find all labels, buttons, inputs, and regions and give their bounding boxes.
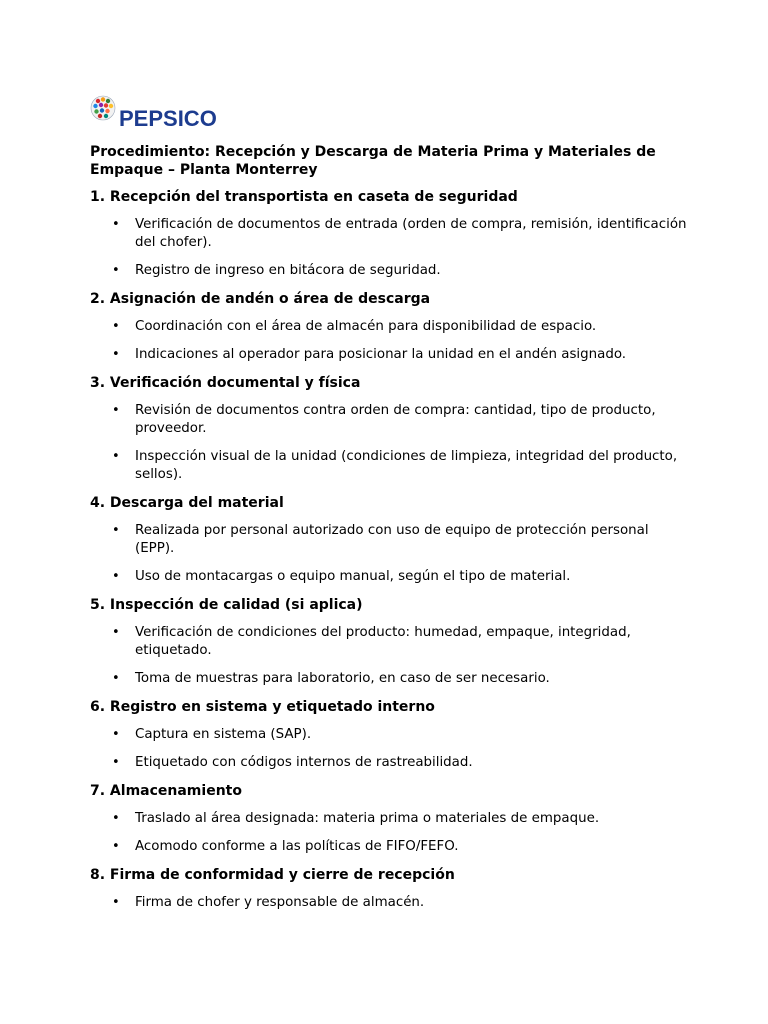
bullet-text: Registro de ingreso en bitácora de seguridad.	[135, 263, 441, 278]
step-bullet-list	[90, 216, 690, 280]
bullet-text: Coordinación con el área de almacén para disponibilidad de espacio.	[135, 319, 597, 334]
bullet-icon: •	[112, 671, 120, 686]
bullet-item	[90, 318, 690, 336]
bullet-item	[90, 522, 690, 558]
bullet-text: Realizada por personal autorizado con uso de equipo de protección personal (EPP).	[135, 523, 649, 556]
bullet-icon: •	[112, 839, 120, 854]
step-heading: 1. Recepción del transportista en caseta de seguridad	[90, 189, 518, 205]
bullet-icon: •	[112, 895, 120, 910]
step-bullet-list	[90, 402, 690, 484]
pepsico-logo-text: PEPSICO	[119, 106, 217, 131]
bullet-text: Uso de montacargas o equipo manual, según el tipo de material.	[135, 569, 571, 584]
bullet-text: Verificación de documentos de entrada (orden de compra, remisión, identificación del chofer).	[135, 217, 687, 250]
bullet-text: Toma de muestras para laboratorio, en caso de ser necesario.	[135, 671, 550, 686]
bullet-item	[90, 216, 690, 252]
bullet-text: Verificación de condiciones del producto: humedad, empaque, integridad, etiquetado.	[135, 625, 631, 658]
bullet-item	[90, 838, 690, 856]
step-heading: 5. Inspección de calidad (si aplica)	[90, 597, 363, 613]
bullet-item	[90, 894, 690, 912]
bullet-item	[90, 726, 690, 744]
bullet-text: Indicaciones al operador para posicionar la unidad en el andén asignado.	[135, 347, 627, 362]
pepsico-globe-icon	[90, 95, 116, 121]
step-heading: 4. Descarga del material	[90, 495, 284, 511]
bullet-text: Firma de chofer y responsable de almacén.	[135, 895, 425, 910]
step-heading: 8. Firma de conformidad y cierre de recepción	[90, 867, 455, 883]
step-bullet-list	[90, 810, 690, 856]
bullet-icon: •	[112, 523, 120, 538]
step-heading: 3. Verificación documental y física	[90, 375, 361, 391]
bullet-item	[90, 346, 690, 364]
procedure-steps	[90, 188, 690, 922]
bullet-item	[90, 670, 690, 688]
step-heading: 7. Almacenamiento	[90, 783, 242, 799]
step-bullet-list	[90, 726, 690, 772]
step-bullet-list	[90, 522, 690, 586]
bullet-icon: •	[112, 217, 120, 232]
bullet-item	[90, 810, 690, 828]
bullet-item	[90, 568, 690, 586]
bullet-icon: •	[112, 347, 120, 362]
bullet-item	[90, 402, 690, 438]
bullet-icon: •	[112, 449, 120, 464]
bullet-text: Revisión de documentos contra orden de compra: cantidad, tipo de producto, proveedor.	[135, 403, 656, 436]
step-bullet-list	[90, 624, 690, 688]
bullet-icon: •	[112, 727, 120, 742]
bullet-icon: •	[112, 403, 120, 418]
bullet-icon: •	[112, 569, 120, 584]
bullet-text: Etiquetado con códigos internos de rastreabilidad.	[135, 755, 473, 770]
bullet-icon: •	[112, 263, 120, 278]
bullet-text: Acomodo conforme a las políticas de FIFO/FEFO.	[135, 839, 459, 854]
step-bullet-list	[90, 318, 690, 364]
bullet-icon: •	[112, 625, 120, 640]
step-heading: 2. Asignación de andén o área de descarga	[90, 291, 431, 307]
document-title: Procedimiento: Recepción y Descarga de Materia Prima y Materiales de Empaque – Planta Monterrey	[90, 144, 656, 178]
bullet-item	[90, 754, 690, 772]
bullet-icon: •	[112, 811, 120, 826]
bullet-text: Traslado al área designada: materia prima o materiales de empaque.	[135, 811, 600, 826]
bullet-icon: •	[112, 755, 120, 770]
bullet-text: Inspección visual de la unidad (condiciones de limpieza, integridad del producto, sellos).	[135, 449, 678, 482]
step-heading: 6. Registro en sistema y etiquetado interno	[90, 699, 435, 715]
bullet-item	[90, 624, 690, 660]
pepsico-logo	[90, 95, 217, 131]
step-bullet-list	[90, 894, 690, 912]
bullet-item	[90, 262, 690, 280]
bullet-item	[90, 448, 690, 484]
bullet-text: Captura en sistema (SAP).	[135, 727, 312, 742]
bullet-icon: •	[112, 319, 120, 334]
